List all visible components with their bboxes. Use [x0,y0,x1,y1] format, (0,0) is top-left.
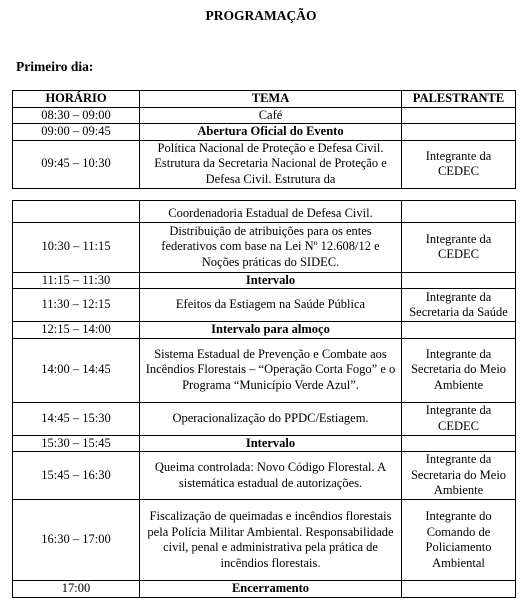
row-speaker: Integrante da CEDEC [402,222,516,272]
row-speaker [402,201,516,223]
row-time: 16:30 – 17:00 [13,500,140,581]
row-time: 17:00 [13,581,140,598]
row-speaker: Integrante da CEDEC [402,140,516,188]
row-time: 14:00 – 14:45 [13,338,140,402]
header-topic: TEMA [140,91,402,108]
row-speaker [402,272,516,289]
row-topic: Efeitos da Estiagem na Saúde Pública [140,289,402,322]
row-time: 10:30 – 11:15 [13,222,140,272]
row-topic: Intervalo para almoço [140,322,402,339]
table-row [13,201,516,223]
row-topic: Encerramento [140,581,402,598]
header-speaker: PALESTRANTE [402,91,516,108]
row-topic: Intervalo [140,272,402,289]
table-row [13,140,516,188]
row-topic: Distribuição de atribuições para os entes federativos com base na Lei Nº 12.608/12 e Noções práticas do SIDEC. [140,222,402,272]
row-topic: Café [140,107,402,124]
row-time: 14:45 – 15:30 [13,402,140,435]
row-speaker [402,435,516,452]
row-speaker: Integrante da Secretaria da Saúde [402,289,516,322]
row-time: 08:30 – 09:00 [13,107,140,124]
row-speaker [402,322,516,339]
row-topic: Coordenadoria Estadual de Defesa Civil. [140,201,402,223]
row-speaker [402,124,516,141]
row-topic: Política Nacional de Proteção e Defesa Civil. Estrutura da Secretaria Nacional de Proteção e Defesa Civil. Estrutura da [140,140,402,188]
table-row [13,322,516,339]
row-topic: Fiscalização de queimadas e incêndios florestais pela Polícia Militar Ambiental. Responsabilidade civil, penal e administrativa pela prática de incêndios florestais. [140,500,402,581]
row-time [13,201,140,223]
page-title: PROGRAMAÇÃO [205,8,317,23]
table-row [13,500,516,581]
header-time: HORÁRIO [13,91,140,108]
table-row [13,222,516,272]
row-topic: Intervalo [140,435,402,452]
table-row [13,289,516,322]
row-time: 09:45 – 10:30 [13,140,140,188]
table-header-row [13,91,516,108]
row-time: 11:15 – 11:30 [13,272,140,289]
table-row [13,338,516,402]
table-row [13,435,516,452]
table-row [13,452,516,500]
table-row [13,581,516,598]
row-speaker: Integrante do Comando de Policiamento Ambiental [402,500,516,581]
row-time: 15:45 – 16:30 [13,452,140,500]
row-speaker: Integrante da Secretaria do Meio Ambiente [402,452,516,500]
schedule-table-part-1 [12,90,516,189]
table-row [13,107,516,124]
row-speaker: Integrante da Secretaria do Meio Ambiente [402,338,516,402]
row-time: 09:00 – 09:45 [13,124,140,141]
row-topic: Abertura Oficial do Evento [140,124,402,141]
row-time: 15:30 – 15:45 [13,435,140,452]
row-speaker: Integrante da CEDEC [402,402,516,435]
schedule-table-part-2 [12,200,516,598]
row-time: 11:30 – 12:15 [13,289,140,322]
row-topic: Sistema Estadual de Prevenção e Combate aos Incêndios Florestais – “Operação Corta Fogo” e o Programa “Município Verde Azul”. [140,338,402,402]
table-row [13,124,516,141]
table-row [13,402,516,435]
row-topic: Queima controlada: Novo Código Florestal. A sistemática estadual de autorizações. [140,452,402,500]
table-row [13,272,516,289]
row-speaker [402,581,516,598]
section-subtitle: Primeiro dia: [16,59,94,74]
row-speaker [402,107,516,124]
row-topic: Operacionalização do PPDC/Estiagem. [140,402,402,435]
row-time: 12:15 – 14:00 [13,322,140,339]
